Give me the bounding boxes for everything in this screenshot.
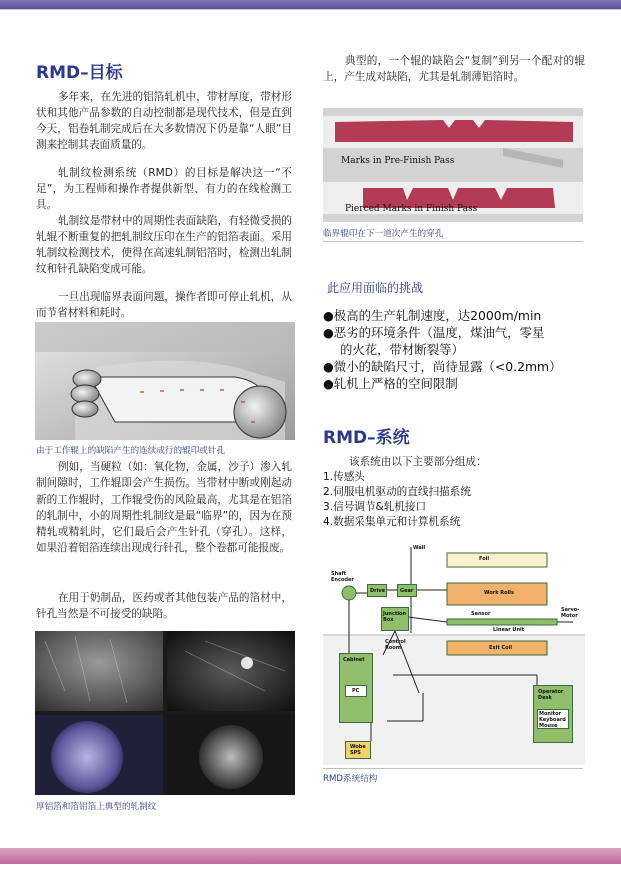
pc-label: PC	[352, 688, 360, 694]
figure-caption-pierced: 临界辊印在下一道次产生的穿孔	[323, 229, 444, 239]
bottom-color-bar	[0, 848, 621, 864]
paragraph-hard-particles: 例如，当硬粒（如：氧化物，金属，沙子）渗入轧制间隙时，工作辊即会产生损伤。当带材中断或刚起动新的工作辊时，工作辊受伤的风险最高，尤其是在铝箔的轧制中，小的周期性轧制纹是最“临界”的，因为在预精轧或精轧时，它们最后会产生针孔（穿孔）。这样，如果沿着铝箔连续出现成行针孔，整个卷都可能报废。	[36, 461, 292, 555]
pierced-marks-photo	[323, 108, 583, 222]
roll-mark-illustration	[35, 322, 295, 440]
challenge-item: ●微小的缺陷尺寸，尚待显露（<0.2mm）	[323, 359, 562, 374]
label-finish-pass: Pierced Marks in Finish Pass	[345, 204, 478, 214]
diagram-divider	[323, 768, 583, 769]
foil-photo-grid	[35, 631, 295, 795]
drive-label: Drive	[370, 588, 385, 594]
paragraph-intro: 多年来，在先进的铝箔轧机中，带材厚度，带材形状和其他产品参数的自动控制都是现代技术，但是直到今天，铝卷轧制完成后在大多数情况下仍是靠“人眼”目测来控制其表面质量的。	[36, 91, 292, 151]
operator-desk-label: Operator Desk	[538, 689, 564, 701]
monitor-label: Monitor Keyboard Mouse	[539, 711, 566, 729]
system-component-item: 2.伺服电机驱动的直线扫描系统	[323, 486, 471, 498]
foil-texture-images	[35, 631, 295, 795]
section-title-system: RMD–系统	[323, 428, 410, 448]
challenge-item: ●恶劣的环境条件（温度，煤油气，零星	[323, 325, 545, 340]
system-architecture-diagram	[323, 543, 585, 765]
sensor-label: Sensor	[471, 611, 491, 617]
system-components	[323, 470, 471, 530]
system-intro: 该系统由以下主要部分组成：	[349, 456, 487, 468]
paragraph-stop-mill: 一旦出现临界表面问题，操作者即可停止轧机，从而节省材料和耗时。	[36, 291, 292, 319]
top-color-bar	[0, 0, 621, 9]
challenge-item: ●轧机上严格的空间限制	[323, 376, 458, 391]
section-title-goal: RMD–目标	[36, 63, 123, 83]
label-pre-finish-pass: Marks in Pre-Finish Pass	[341, 156, 455, 166]
junction-box-label: Junction Box	[383, 611, 407, 623]
shaft-encoder-label: Shaft Encoder	[331, 571, 354, 583]
section-title-challenges: 此应用面临的挑战	[327, 281, 424, 295]
challenge-list	[323, 307, 562, 392]
figure-caption-foil-marks: 厚铝箔和箔铝箔上典型的轧制纹	[36, 802, 157, 812]
figure-caption-system: RMD系统结构	[323, 774, 378, 784]
linear-unit-label: Linear Unit	[493, 627, 525, 633]
paragraph-roll-marks: 轧制纹是带材中的周期性表面缺陷，有轻微受损的轧辊不断重复的把轧制纹压印在生产的铝箔表面。采用轧制纹检测技术，使得在高速轧制铝箔时，检测出轧制纹和针孔缺陷变成可能。	[36, 215, 292, 275]
exit-coil-label: Exit Coil	[489, 645, 513, 651]
challenge-item: 的火花，带材断裂等）	[340, 342, 464, 357]
top-thin-rule	[0, 9, 621, 10]
gear-label: Gear	[400, 588, 414, 594]
figure-caption-roll-marks: 由于工作辊上的缺陷产生的连续成行的辊印或针孔	[36, 446, 226, 456]
control-room-label: Control Room	[385, 639, 406, 651]
paragraph-paired-defects: 典型的，一个辊的缺陷会“复制”到另一个配对的辊上，产生成对缺陷，尤其是轧制薄铝箔时。	[323, 55, 585, 83]
caption-divider	[323, 241, 583, 242]
system-component-item: 3.信号调节&轧机接口	[323, 501, 427, 513]
servo-motor-label: Servo- Motor	[561, 607, 580, 619]
paragraph-rmd-goal: 轧制纹检测系统（RMD）的目标是解决这一“不足”，为工程师和操作者提供新型、有力的在线检测工具。	[36, 167, 292, 211]
wall-label: Wall	[413, 545, 426, 551]
challenge-item: ●极高的生产轧制速度，达2000m/min	[323, 308, 542, 323]
system-component-item: 4.数据采集单元和计算机系统	[323, 516, 461, 528]
wobe-sps-label: Wobe SPS	[350, 744, 366, 756]
cabinet-label: Cabinet	[343, 657, 365, 663]
system-component-item: 1.传感头	[323, 471, 365, 483]
foil-label: Foil	[479, 556, 490, 562]
work-rolls-label: Work Rolls	[484, 590, 514, 596]
paragraph-packaging: 在用于奶制品，医药或者其他包装产品的箔材中，针孔当然是不可接受的缺陷。	[36, 592, 292, 621]
roll-mark-photo	[35, 322, 295, 440]
